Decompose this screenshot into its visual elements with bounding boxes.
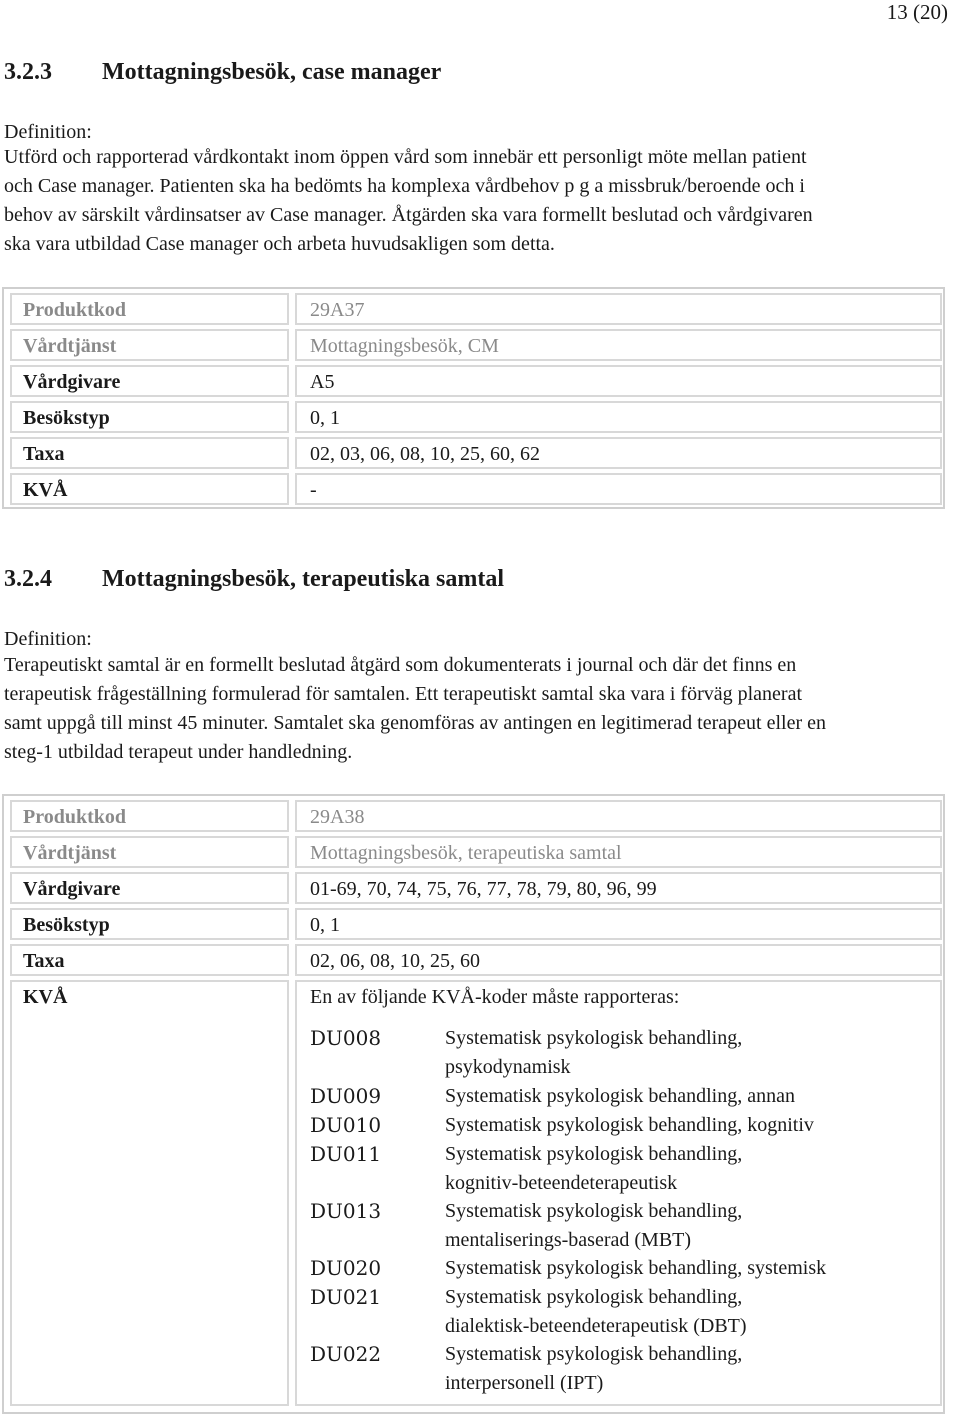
kva-description-line: Systematisk psykologisk behandling, (445, 1343, 743, 1365)
kva-description-line: Systematisk psykologisk behandling, (445, 1143, 743, 1165)
kva-code: DU013 (310, 1199, 382, 1223)
kva-description (445, 1082, 935, 1111)
row-label: KVÅ (23, 986, 68, 1008)
kva-code: DU008 (310, 1026, 382, 1050)
page-number: 13 (20) (886, 0, 948, 24)
row-value: 01-69, 70, 74, 75, 76, 77, 78, 79, 80, 96, 99 (295, 872, 942, 904)
product-table-29a37 (2, 287, 945, 509)
definition-line: Utförd och rapporterad vårdkontakt inom öppen vård som innebär ett personligt möte mellan patient (4, 146, 807, 168)
section-title: Mottagningsbesök, terapeutiska samtal (102, 566, 505, 592)
kva-description-line: dialektisk-beteendeterapeutisk (DBT) (445, 1315, 747, 1337)
kva-description (445, 1024, 935, 1082)
kva-description (445, 1197, 935, 1255)
row-value: Mottagningsbesök, CM (295, 329, 942, 361)
kva-description-line: mentaliserings-baserad (MBT) (445, 1229, 692, 1251)
kva-description-line: psykodynamisk (445, 1056, 571, 1078)
kva-description-line: Systematisk psykologisk behandling, systemisk (445, 1257, 827, 1279)
row-label: Produktkod (10, 800, 289, 832)
kva-intro: En av följande KVÅ-koder måste rapporteras: (310, 986, 680, 1008)
definition-line: behov av särskilt vårdinsatser av Case manager. Åtgärden ska vara formellt beslutad och vårdgivaren (4, 204, 813, 226)
kva-description (445, 1140, 935, 1198)
kva-description (445, 1111, 935, 1140)
definition-line: samt uppgå till minst 45 minuter. Samtalet ska genomföras av antingen en legitimerad terapeut eller en (4, 712, 826, 734)
row-label: Vårdgivare (10, 872, 289, 904)
kva-description-line: Systematisk psykologisk behandling, kognitiv (445, 1114, 814, 1136)
definition-line: terapeutisk frågeställning formulerad för samtalen. Ett terapeutiskt samtal ska vara i förväg planerat (4, 683, 803, 705)
row-label: Vårdgivare (10, 365, 289, 397)
row-value: 29A38 (295, 800, 942, 832)
kva-description (445, 1283, 935, 1341)
row-label: Taxa (10, 944, 289, 976)
row-value: 0, 1 (295, 401, 942, 433)
kva-code: DU011 (310, 1142, 382, 1166)
definition-line: ska vara utbildad Case manager och arbeta huvudsakligen som detta. (4, 233, 555, 255)
definition-label: Definition: (4, 628, 92, 650)
product-table-29a38 (2, 794, 945, 1414)
row-value: - (295, 473, 942, 505)
kva-description-line: Systematisk psykologisk behandling, (445, 1286, 743, 1308)
kva-description-line: Systematisk psykologisk behandling, (445, 1200, 743, 1222)
kva-description-line: Systematisk psykologisk behandling, (445, 1027, 743, 1049)
row-value: 02, 03, 06, 08, 10, 25, 60, 62 (295, 437, 942, 469)
kva-code: DU009 (310, 1084, 382, 1108)
section-number: 3.2.4 (4, 566, 52, 592)
kva-code: DU020 (310, 1256, 382, 1280)
definition-line: och Case manager. Patienten ska ha bedömts ha komplexa vårdbehov p g a missbruk/beroende och i (4, 175, 805, 197)
definition-line: steg-1 utbildad terapeut under handledning. (4, 741, 353, 763)
row-label: Taxa (10, 437, 289, 469)
row-label: Produktkod (10, 293, 289, 325)
row-value: 29A37 (295, 293, 942, 325)
row-label: Vårdtjänst (10, 836, 289, 868)
definition-label: Definition: (4, 121, 92, 143)
kva-code: DU022 (310, 1342, 382, 1366)
kva-description-line: Systematisk psykologisk behandling, annan (445, 1085, 795, 1107)
row-value: 02, 06, 08, 10, 25, 60 (295, 944, 942, 976)
row-label: Besökstyp (10, 401, 289, 433)
kva-code: DU021 (310, 1285, 382, 1309)
row-value: A5 (295, 365, 942, 397)
kva-description (445, 1254, 935, 1283)
kva-description-line: kognitiv-beteendeterapeutisk (445, 1172, 678, 1194)
definition-line: Terapeutiskt samtal är en formellt beslutad åtgärd som dokumenterats i journal och där det finns en (4, 654, 797, 676)
definition-text (4, 143, 944, 259)
kva-description-line: interpersonell (IPT) (445, 1372, 604, 1394)
row-value: Mottagningsbesök, terapeutiska samtal (295, 836, 942, 868)
section-title: Mottagningsbesök, case manager (102, 59, 442, 85)
definition-text (4, 651, 944, 767)
section-number: 3.2.3 (4, 59, 52, 85)
row-label: KVÅ (10, 473, 289, 505)
kva-code: DU010 (310, 1113, 382, 1137)
kva-code-list (295, 980, 942, 1406)
row-label: Besökstyp (10, 908, 289, 940)
row-label: Vårdtjänst (10, 329, 289, 361)
section-heading-3-2-4 (4, 564, 504, 594)
section-heading-3-2-3 (4, 57, 441, 87)
kva-description (445, 1340, 935, 1398)
row-value: 0, 1 (295, 908, 942, 940)
kva-label (10, 980, 289, 1406)
